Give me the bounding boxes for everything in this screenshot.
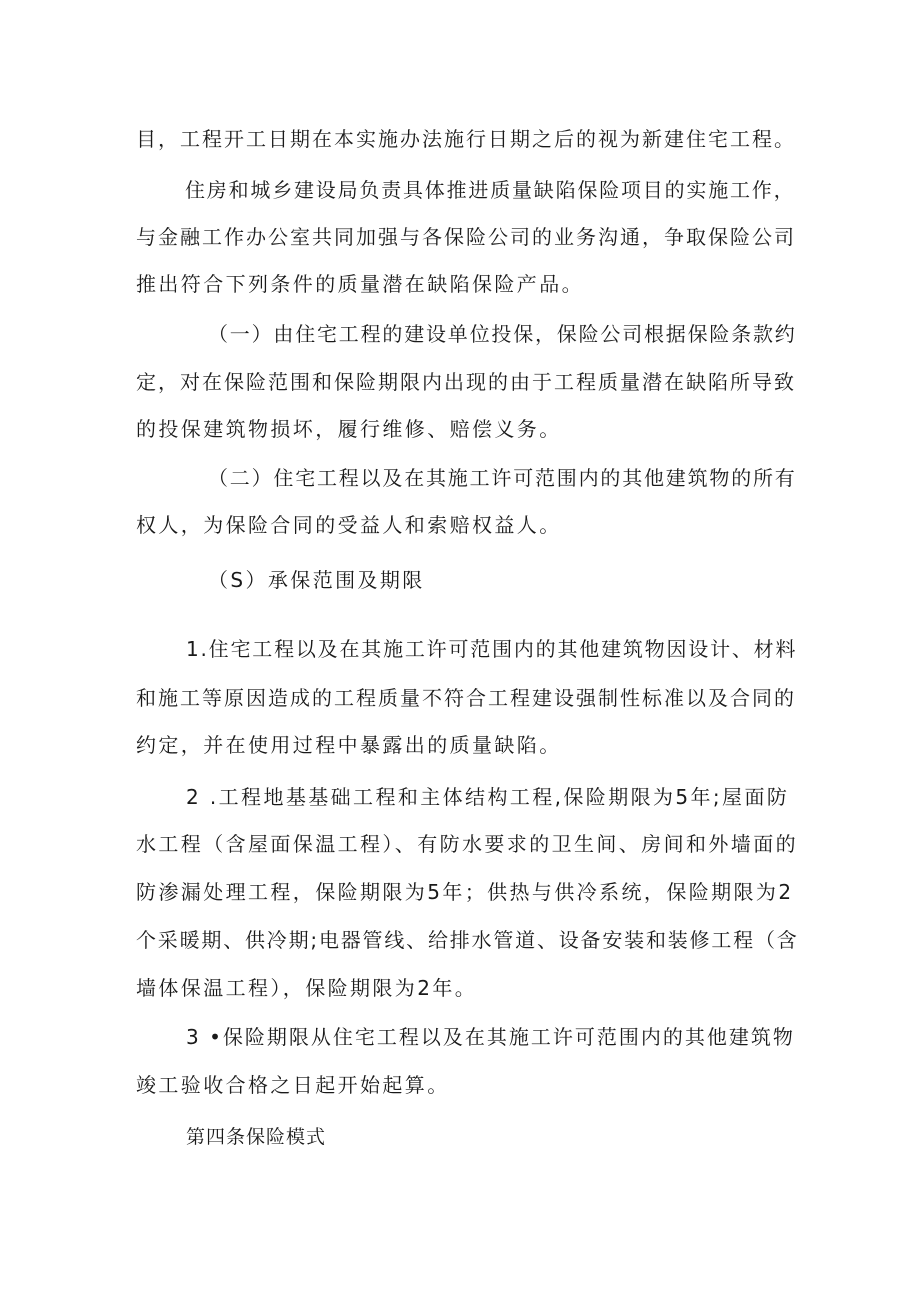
paragraph-line: 推出符合下列条件的质量潜在缺陷保险产品。 [136,272,584,296]
paragraph-line: 和施工等原因造成的工程质量不符合工程建设强制性标准以及合同的 [136,686,796,710]
paragraph-line: 1.住宅工程以及在其施工许可范围内的其他建筑物因设计、材料 [186,637,798,661]
paragraph-line: 个采暖期、供冷期;电器管线、给排水管道、设备安装和装修工程（含 [136,928,799,952]
paragraph-line: 2 .工程地基基础工程和主体结构工程,保险期限为5年;屋面防 [186,785,790,809]
paragraph-line: 与金融工作办公室共同加强与各保险公司的业务沟通，争取保险公司 [136,225,796,249]
paragraph-line: 防渗漏处理工程，保险期限为5年；供热与供冷系统，保险期限为2 [136,880,794,904]
paragraph-line: 竣工验收合格之日起开始起算。 [136,1073,450,1097]
paragraph-line: 权人，为保险合同的受益人和索赔权益人。 [136,513,562,537]
article-heading: 第四条保险模式 [186,1126,327,1148]
paragraph-line: （一）由住宅工程的建设单位投保，保险公司根据保险条款约 [208,322,797,346]
paragraph-line: 目，工程开工日期在本实施办法施行日期之后的视为新建住宅工程。 [136,127,796,151]
section-heading: （S）承保范围及期限 [208,568,425,592]
paragraph-line: 约定，并在使用过程中暴露出的质量缺陷。 [136,733,562,757]
paragraph-line: 住房和城乡建设局负责具体推进质量缺陷保险项目的实施工作， [185,178,796,202]
paragraph-line: 3 •保险期限从住宅工程以及在其施工许可范围内的其他建筑物 [186,1025,795,1049]
paragraph-line: 定，对在保险范围和保险期限内出现的由于工程质量潜在缺陷所导致 [136,370,796,394]
paragraph-line: （二）住宅工程以及在其施工许可范围内的其他建筑物的所有 [208,466,797,490]
paragraph-line: 水工程（含屋面保温工程）、有防水要求的卫生间、房间和外墙面的 [136,832,798,856]
paragraph-line: 墙体保温工程），保险期限为2年。 [136,976,478,1000]
paragraph-line: 的投保建筑物损坏，履行维修、赔偿义务。 [136,417,562,441]
